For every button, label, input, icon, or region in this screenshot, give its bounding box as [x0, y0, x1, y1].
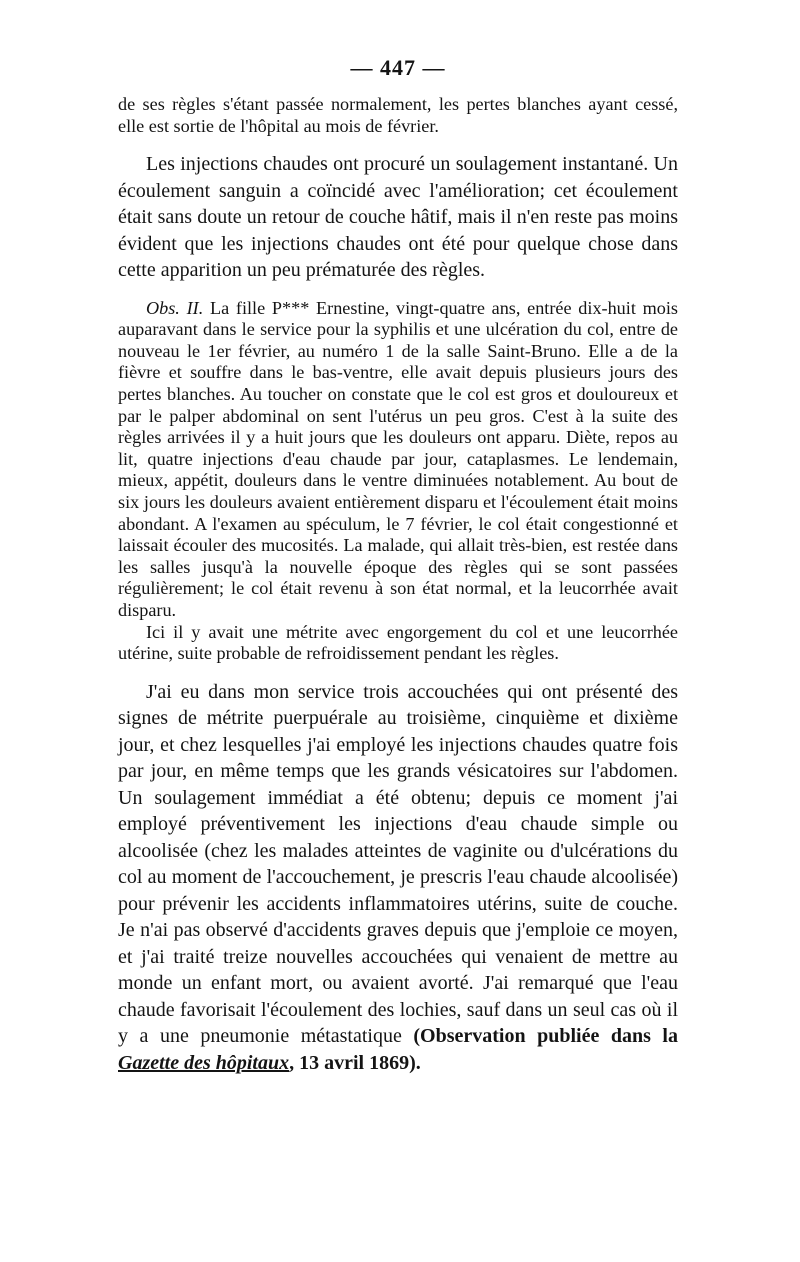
page-number: — 447 — [350, 55, 446, 80]
book-page [118, 48, 678, 1076]
observation-label: Obs. II. [146, 297, 204, 318]
reference-open: (Observation publiée dans la [413, 1025, 678, 1048]
observation-text: La fille P*** Ernestine, vingt-quatre ans, entrée dix-huit mois auparavant dans le service pour la syphilis et une ulcération du col, entre de nouveau le 1er février, au numéro 1 de la salle Saint-Bruno. Elle a de la fièvre et souffre dans le bas-ventre, elle avait depuis plusieurs jours des pertes blanches. Au toucher on constate que le col est gros et douloureux et par le palper abdominal on sent l'utérus un peu gros. C'est à la suite des règles arrivées il y a huit jours que les douleurs ont apparu. Diète, repos au lit, quatre injections d'eau chaude par jour, cataplasmes. Le lendemain, mieux, appétit, douleurs dans le ventre diminuées notablement. Au bout de six jours les douleurs avaient entièrement disparu et l'écoulement était moins abondant. A l'examen au spéculum, le 7 février, le col était congestionné et laissait écouler des mucosités. La malade, qui allait très-bien, est restée dans les salles jusqu'à la nouvelle époque des règles qui se sont passées régulièrement; le col était revenu à son état normal, et la leucorrhée avait disparu. [118, 297, 678, 620]
reference-close: , 13 avril 1869). [289, 1051, 421, 1074]
paragraph-continuation: de ses règles s'étant passée normalement, les pertes blanches ayant cessé, elle est sortie de l'hôpital au mois de février. [118, 94, 678, 136]
paragraph-injections: Les injections chaudes ont procuré un soulagement instantané. Un écoulement sanguin a coïncidé avec l'amélioration; cet écoulement était sans doute un retour de couche hâtif, mais il n'en reste pas moins évident que les injections chaudes ont été pour quelque chose dans cette apparition un peu prématurée des règles. [118, 153, 678, 282]
paragraph-metrite: Ici il y avait une métrite avec engorgement du col et une leucorrhée utérine, suite probable de refroidissement pendant les règles. [118, 621, 678, 664]
paragraph-accouchees [118, 679, 678, 1077]
paragraph-observation-2 [118, 298, 678, 622]
accouchees-text: J'ai eu dans mon service trois accouchées qui ont présenté des signes de métrite puerpuérale au troisième, cinquième et dixième jour, et chez lesquelles j'ai employé les injections chaudes quatre fois par jour, en même temps que les grands vésicatoires sur l'abdomen. Un soulagement immédiat a été obtenu; depuis ce moment j'ai employé préventivement les injections d'eau chaude simple ou alcoolisée (chez les malades atteintes de vaginite ou d'ulcérations du col au moment de l'accouchement, je prescris l'eau chaude alcoolisée) pour prévenir les accidents inflammatoires utérins, suite de couche. Je n'ai pas observé d'accidents graves depuis que j'emploie ce moyen, et j'ai traité treize nouvelles accouchées qui venaient de mettre au monde un enfant mort, ou avaient avorté. J'ai remarqué que l'eau chaude favorisait l'écoulement des lochies, sauf dans un seul cas où il y a une pneumonie métastatique [118, 680, 678, 1048]
journal-title: Gazette des hôpitaux [118, 1051, 290, 1074]
